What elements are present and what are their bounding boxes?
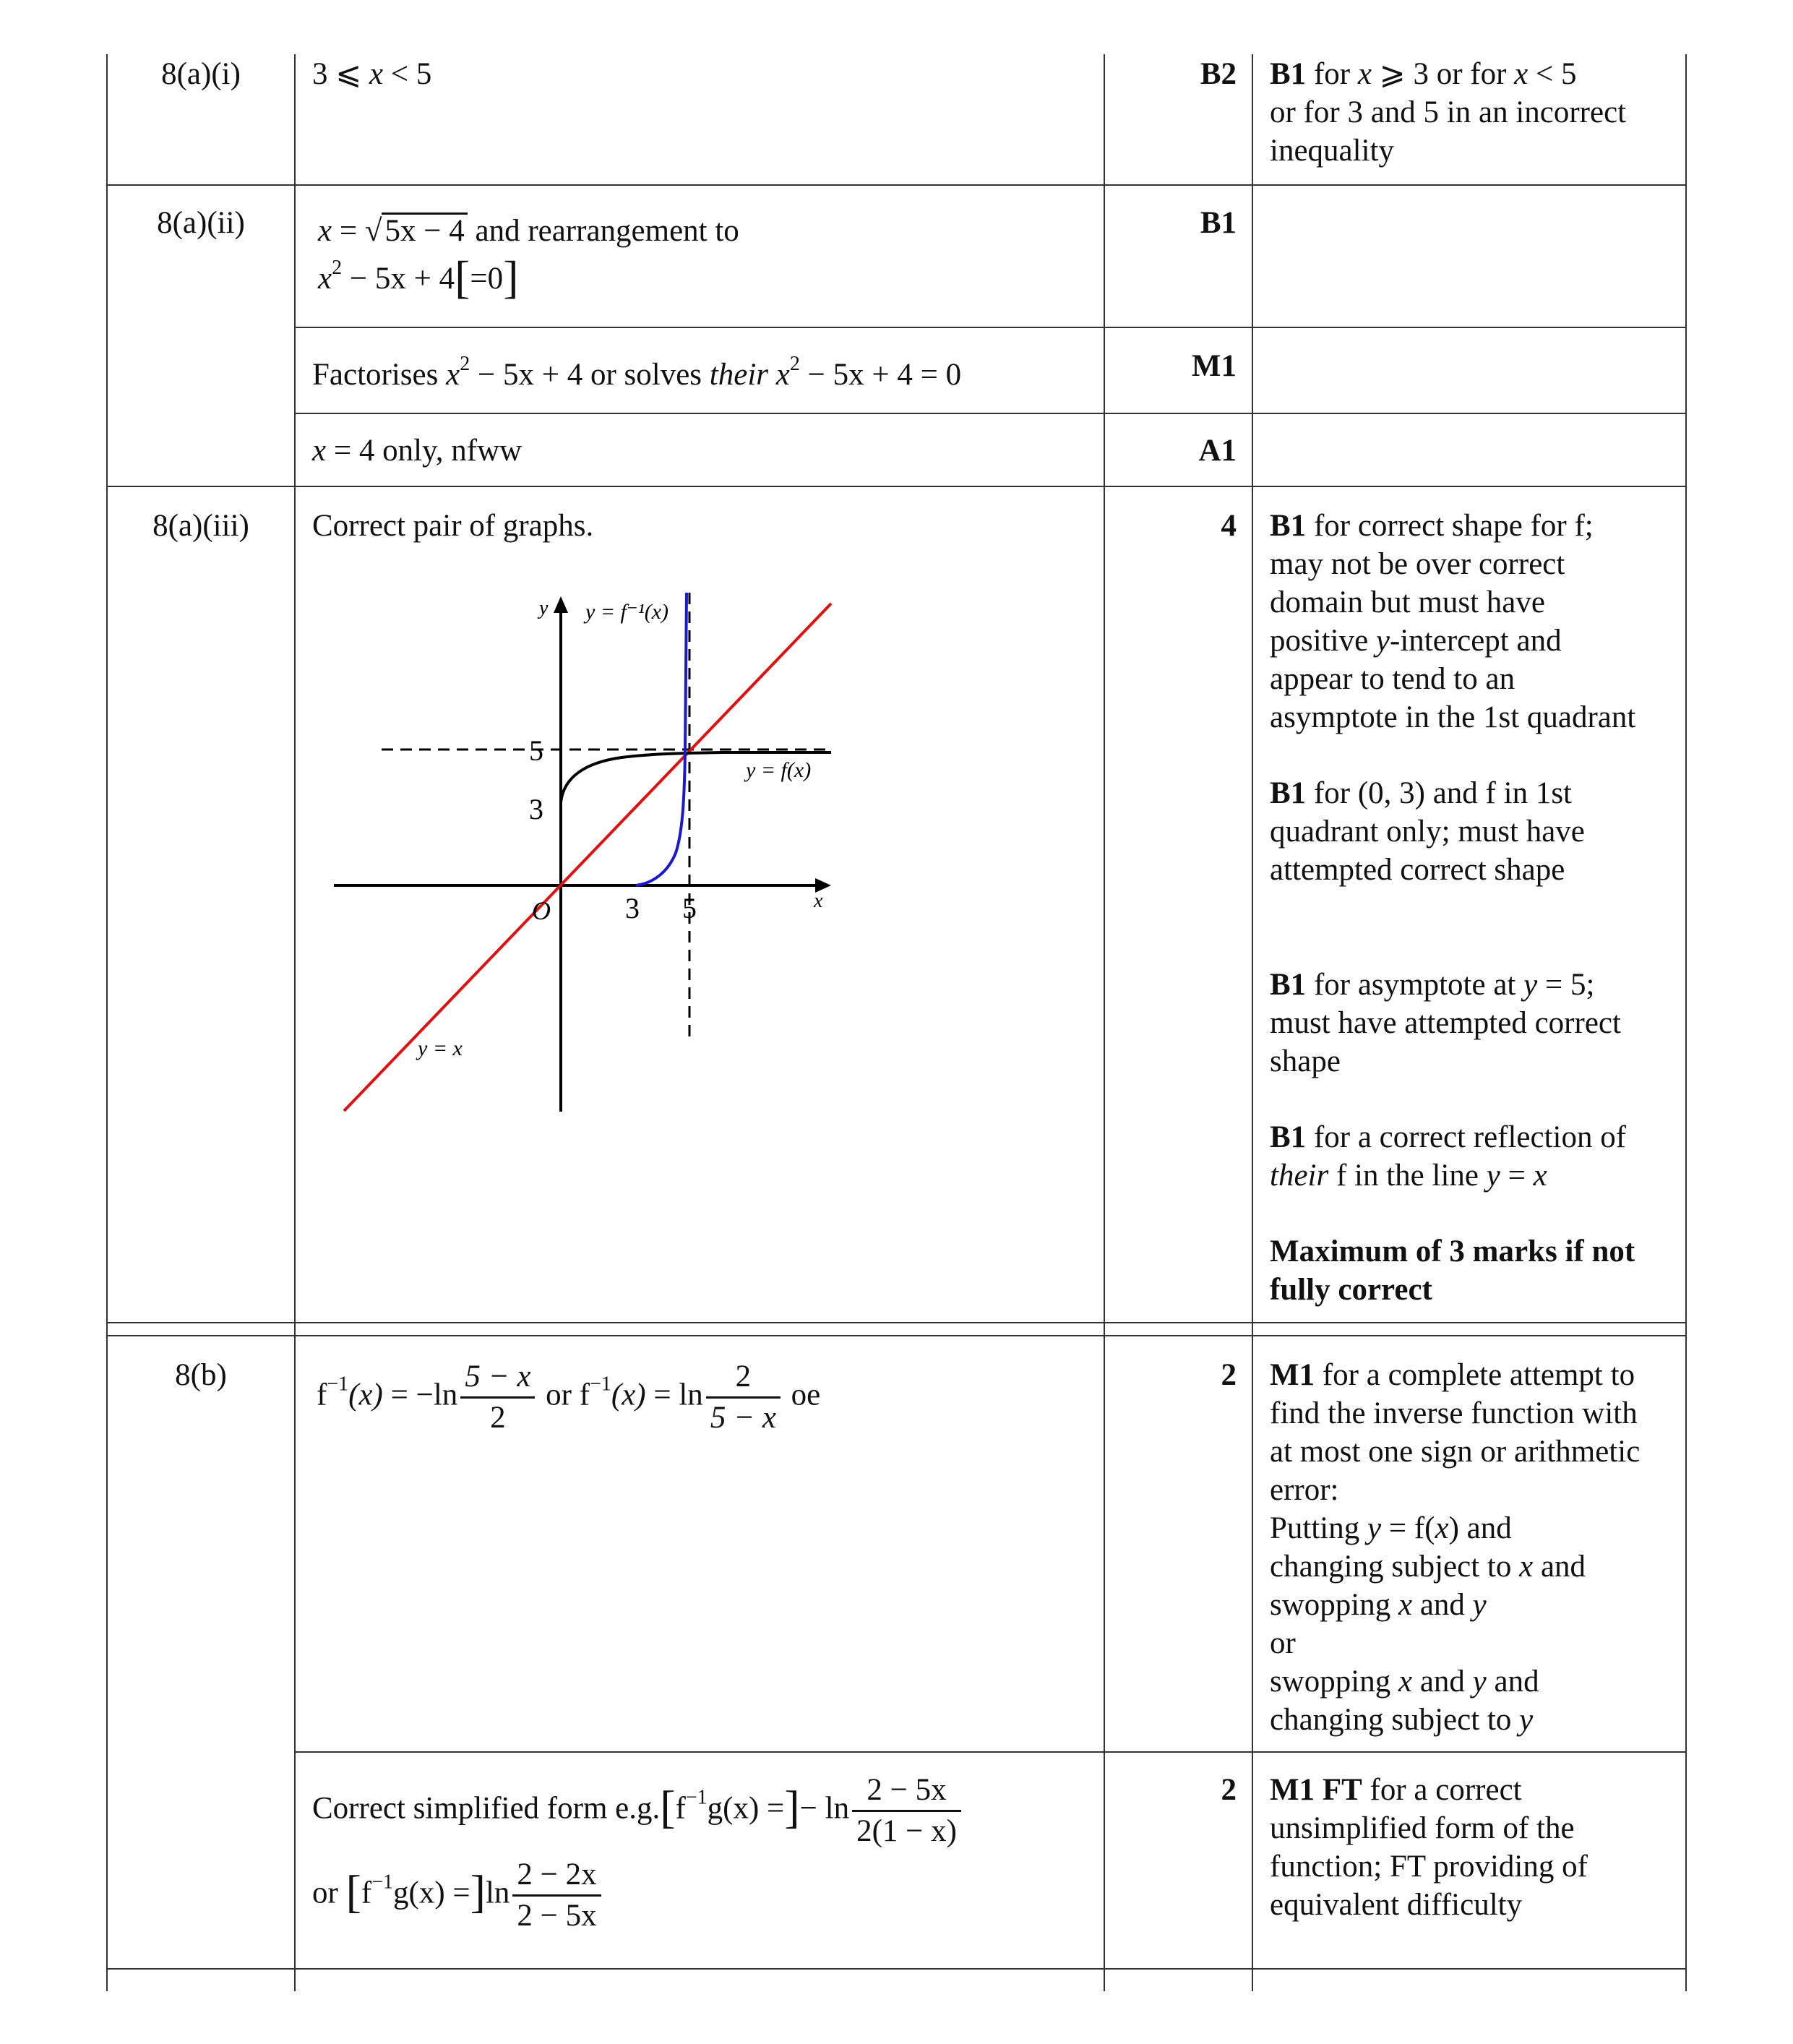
guidance-line: or — [1270, 1626, 1296, 1660]
guidance-line: fully correct — [1270, 1273, 1432, 1307]
answer-op1: ⩽ — [335, 57, 362, 91]
bracket-right: ] — [784, 1781, 800, 1833]
curve-label-f-inverse: y = f⁻¹(x) — [585, 600, 669, 624]
answer-text: or solves — [590, 358, 710, 392]
guidance-text: for (0, 3) and f in 1st — [1306, 776, 1572, 810]
guidance-text: changing subject to — [1270, 1550, 1520, 1584]
guidance-line: appear to tend to an — [1270, 662, 1515, 696]
answer-text: Correct simplified form e.g. — [312, 1791, 661, 1826]
guidance-text: for a complete attempt to — [1315, 1358, 1635, 1392]
math-op: = — [332, 214, 365, 248]
superscript: −1 — [371, 1871, 394, 1894]
marks-cell: M1 — [1191, 349, 1237, 383]
guidance-text: ) and — [1448, 1511, 1512, 1545]
tick-label-x-3: 3 — [625, 892, 640, 924]
origin-label: O — [532, 896, 551, 925]
guidance-line: find the inverse function with — [1270, 1396, 1638, 1430]
math-expr: = −ln — [382, 1378, 458, 1412]
guidance-var: y — [1367, 1511, 1382, 1545]
answer-cell — [312, 55, 1093, 93]
answer-lower: 3 — [312, 57, 328, 91]
mark-code: M1 — [1270, 1358, 1315, 1392]
bracket-left: [ — [660, 1781, 676, 1833]
line-y-equals-x — [344, 604, 831, 1111]
guidance-var: y — [1472, 1588, 1487, 1622]
guidance-block — [1270, 966, 1682, 1081]
tick-label-y-3: 3 — [529, 793, 543, 825]
fraction-numerator: 5 − x — [460, 1357, 535, 1399]
guidance-block — [1270, 774, 1682, 889]
guidance-line: Maximum of 3 marks if not — [1270, 1234, 1635, 1268]
guidance-line: may not be over correct — [1270, 547, 1565, 581]
answer-line — [318, 252, 1098, 303]
fraction-numerator: 2 − 2x — [512, 1855, 601, 1897]
axis-label-x: x — [814, 890, 823, 912]
fraction — [512, 1855, 601, 1936]
guidance-line: quadrant only; must have — [1270, 815, 1585, 849]
answer-text: Factorises — [312, 358, 447, 392]
guidance-var: x — [1398, 1588, 1413, 1622]
guidance-var: x — [1357, 57, 1372, 91]
math-func: f — [361, 1876, 372, 1910]
mark-code: B1 — [1270, 509, 1307, 543]
fraction-denominator: 2 — [490, 1401, 506, 1435]
guidance-text: their — [1270, 1159, 1329, 1193]
guidance-text: and — [1412, 1665, 1473, 1699]
tick-label-y-5: 5 — [529, 734, 543, 767]
guidance-line — [1270, 55, 1682, 93]
guidance-text: Putting — [1270, 1511, 1368, 1545]
math-arg: (x) — [611, 1378, 646, 1412]
answer-cell — [312, 431, 1093, 470]
guidance-var: y — [1472, 1665, 1487, 1699]
math-arg: (x) — [348, 1378, 383, 1412]
math-expr: = ln — [645, 1378, 703, 1412]
guidance-line: equivalent difficulty — [1270, 1888, 1523, 1922]
math-var: x — [312, 434, 327, 468]
superscript: 2 — [332, 257, 343, 279]
guidance-var: x — [1514, 57, 1528, 91]
answer-var: x — [369, 57, 384, 91]
marks-cell: 4 — [1221, 509, 1237, 543]
fraction — [852, 1771, 961, 1851]
guidance-text: = 5; — [1537, 968, 1595, 1002]
answer-text: or — [312, 1876, 346, 1910]
guidance-line: unsimplified form of the — [1270, 1811, 1575, 1845]
mark-code: B1 — [1270, 776, 1307, 810]
answer-text: or — [538, 1378, 580, 1412]
superscript: 2 — [460, 353, 470, 375]
mark-code: M1 FT — [1270, 1773, 1362, 1807]
guidance-var: x — [1533, 1159, 1547, 1193]
guidance-text: and — [1412, 1588, 1473, 1622]
answer-text: = 4 only, nfww — [326, 434, 523, 468]
guidance-block — [1270, 1232, 1682, 1309]
marks-cell: 2 — [1221, 1773, 1237, 1807]
marks-cell: A1 — [1198, 434, 1237, 468]
guidance-line: at most one sign or arithmetic — [1270, 1435, 1641, 1469]
guidance-cell — [1270, 1356, 1682, 1739]
math-expr: ln — [485, 1876, 510, 1910]
guidance-text: and — [1486, 1665, 1539, 1699]
guidance-line: error: — [1270, 1473, 1339, 1507]
math-expr: − 5x + 4 = 0 — [799, 358, 962, 392]
marks-cell: B1 — [1200, 206, 1237, 240]
bracket-right: ] — [503, 252, 519, 303]
guidance-text: positive — [1270, 624, 1376, 658]
bracket-right: ] — [470, 1865, 486, 1918]
guidance-var: x — [1398, 1665, 1413, 1699]
marks-cell: 2 — [1221, 1358, 1237, 1392]
answer-text: and rearrangement to — [467, 214, 739, 248]
guidance-line: asymptote in the 1st quadrant — [1270, 700, 1636, 734]
math-func: f — [317, 1378, 327, 1412]
superscript: 2 — [789, 353, 800, 375]
answer-line — [312, 1855, 1100, 1936]
question-number: 8(a)(i) — [161, 57, 241, 91]
guidance-block — [1270, 1118, 1682, 1195]
math-expr: − 5x + 4 — [470, 358, 590, 392]
guidance-var: y — [1486, 1159, 1500, 1193]
bracket-left: [ — [345, 1865, 361, 1918]
guidance-text: and — [1533, 1550, 1586, 1584]
tick-label-x-5: 5 — [682, 892, 697, 924]
fraction — [460, 1357, 535, 1438]
guidance-line: must have attempted correct — [1270, 1006, 1621, 1040]
marks-cell: B2 — [1200, 57, 1237, 91]
guidance-text: swopping — [1270, 1665, 1398, 1699]
math-expr: − ln — [799, 1791, 850, 1826]
question-number: 8(a)(ii) — [157, 206, 245, 240]
mark-code: B1 — [1270, 57, 1307, 91]
axis-label-y: y — [539, 597, 549, 619]
guidance-var: y — [1523, 968, 1538, 1002]
mark-code: B1 — [1270, 968, 1307, 1002]
math-expr: =0 — [470, 262, 504, 296]
answer-cell — [318, 210, 1098, 301]
question-number: 8(b) — [175, 1358, 227, 1392]
answer-text: oe — [783, 1378, 821, 1412]
superscript: −1 — [327, 1373, 349, 1396]
math-var: x — [318, 262, 332, 296]
guidance-line: function; FT providing of — [1270, 1850, 1588, 1884]
guidance-text: ⩾ 3 or for — [1371, 57, 1515, 91]
fraction-denominator: 2 − 5x — [517, 1899, 597, 1933]
answer-cell — [312, 353, 1100, 394]
question-number: 8(a)(iii) — [152, 509, 249, 543]
math-expr: g(x) = — [707, 1791, 785, 1826]
math-func: f — [675, 1791, 686, 1826]
guidance-line: or for 3 and 5 in an incorrect — [1270, 95, 1627, 129]
guidance-var: x — [1519, 1550, 1534, 1584]
answer-cell — [317, 1357, 1097, 1438]
guidance-line: domain but must have — [1270, 585, 1545, 619]
superscript: −1 — [685, 1786, 708, 1809]
curve-label-f: y = f(x) — [746, 758, 812, 782]
math-var: x — [446, 358, 460, 392]
answer-cell — [312, 1771, 1100, 1936]
answer-op2: < — [390, 57, 409, 91]
guidance-cell — [1270, 1771, 1682, 1924]
mark-code: B1 — [1270, 1120, 1307, 1154]
guidance-line: shape — [1270, 1044, 1341, 1078]
answer-upper: 5 — [416, 57, 432, 91]
fraction-denominator: 2(1 − x) — [856, 1814, 957, 1848]
superscript: −1 — [590, 1373, 611, 1396]
guidance-text: = f( — [1381, 1511, 1435, 1545]
graph-f-and-inverse — [289, 578, 867, 1128]
guidance-var: y — [1519, 1703, 1534, 1737]
guidance-text: for a correct — [1362, 1773, 1522, 1807]
fraction-denominator: 5 − x — [710, 1401, 776, 1435]
guidance-text: -intercept and — [1390, 624, 1562, 658]
guidance-text: swopping — [1270, 1588, 1398, 1622]
guidance-var: x — [1435, 1511, 1449, 1545]
guidance-block — [1270, 507, 1682, 737]
math-expr: g(x) = — [393, 1876, 470, 1910]
guidance-text: f in the line — [1328, 1159, 1487, 1193]
fraction-numerator: 2 — [706, 1357, 781, 1399]
bracket-left: [ — [455, 252, 470, 303]
math-func: f — [579, 1378, 590, 1412]
answer-text: their — [709, 358, 769, 392]
sqrt-radicand: 5x − 4 — [382, 212, 467, 248]
guidance-text: for asymptote at — [1306, 968, 1524, 1002]
guidance-text: changing subject to — [1270, 1703, 1520, 1737]
curve-f-inverse — [636, 593, 687, 885]
math-expr: − 5x + 4 — [342, 262, 455, 296]
fraction-numerator: 2 − 5x — [852, 1771, 961, 1812]
guidance-line: inequality — [1270, 134, 1394, 168]
guidance-text: for correct shape for f; — [1306, 509, 1594, 543]
answer-line — [312, 1771, 1100, 1851]
y-axis-arrow — [554, 596, 568, 613]
fraction — [706, 1357, 781, 1438]
answer-cell: Correct pair of graphs. — [312, 509, 594, 543]
guidance-text: < 5 — [1528, 57, 1577, 91]
guidance-line: attempted correct shape — [1270, 853, 1565, 887]
guidance-text: for a correct reflection of — [1306, 1120, 1627, 1154]
sqrt-sign: √ — [364, 214, 382, 248]
math-var: x — [318, 214, 332, 248]
guidance-cell — [1270, 507, 1682, 1309]
guidance-text: = — [1500, 1159, 1534, 1193]
guidance-var: y — [1375, 624, 1390, 658]
guidance-text: for — [1306, 57, 1358, 91]
math-var: x — [775, 358, 790, 392]
answer-line — [318, 210, 1098, 253]
guidance-cell — [1270, 55, 1682, 170]
line-label-y-equals-x: y = x — [418, 1036, 463, 1060]
